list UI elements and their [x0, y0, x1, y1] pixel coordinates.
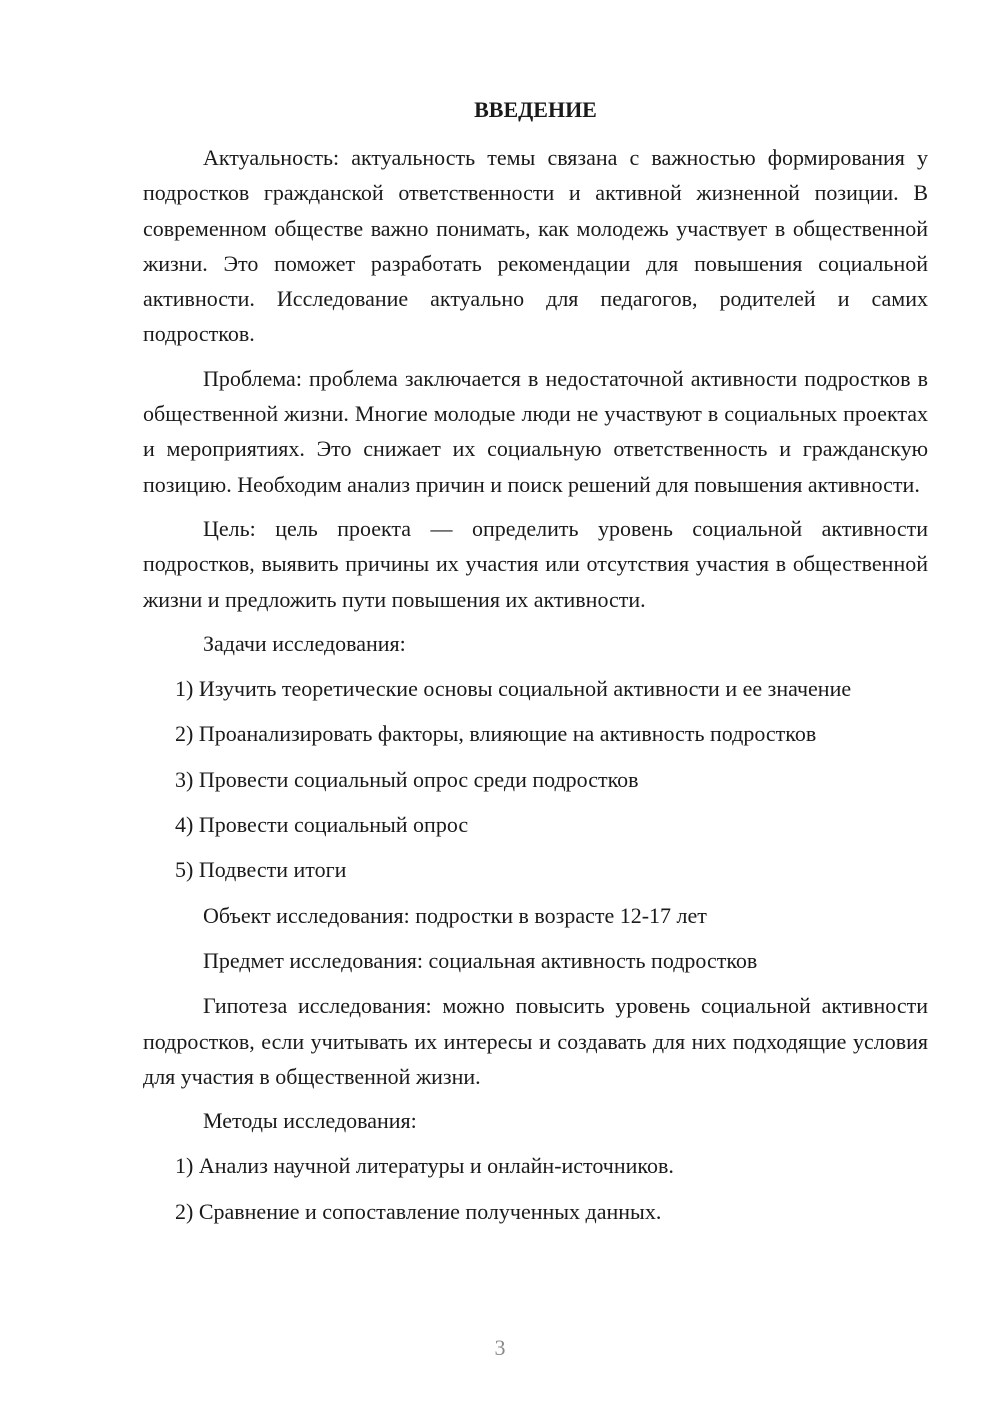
task-item-4: 4) Провести социальный опрос: [175, 812, 469, 838]
section-title: ВВЕДЕНИЕ: [474, 97, 597, 122]
document-page: [143, 92, 928, 1239]
method-item-1: 1) Анализ научной литературы и онлайн-источников.: [175, 1153, 674, 1179]
task-item-2: 2) Проанализировать факторы, влияющие на активность подростков: [175, 721, 817, 747]
problem-paragraph: Проблема: проблема заключается в недостаточной активности подростков в общественной жизни. Многие молодые люди не участвуют в социальных проектах и мероприятиях. Это снижает их социальную ответственность и гражданскую позицию. Необходим анализ причин и поиск решений для повышения активности.: [143, 365, 928, 497]
page-number: 3: [494, 1335, 506, 1360]
task-item-1: 1) Изучить теоретические основы социальной активности и ее значение: [175, 676, 852, 702]
task-item-5: 5) Подвести итоги: [175, 857, 347, 883]
research-object: Объект исследования: подростки в возрасте 12-17 лет: [203, 902, 707, 928]
research-subject: Предмет исследования: социальная активность подростков: [203, 947, 758, 973]
hypothesis-paragraph: Гипотеза исследования: можно повысить уровень социальной активности подростков, если учитывать их интересы и создавать для них подходящие условия для участия в общественной жизни.: [143, 993, 928, 1089]
tasks-heading: Задачи исследования:: [203, 630, 406, 656]
method-item-2: 2) Сравнение и сопоставление полученных данных.: [175, 1198, 662, 1224]
methods-heading: Методы исследования:: [203, 1108, 417, 1134]
relevance-paragraph: Актуальность: актуальность темы связана с важностью формирования у подростков гражданской ответственности и активной жизненной позиции. В современном обществе важно понимать, как молодежь участвует в общественной жизни. Это поможет разработать рекомендации для повышения социальной активности. Исследование актуально для педагогов, родителей и самих подростков.: [143, 145, 928, 347]
goal-paragraph: Цель: цель проекта — определить уровень социальной активности подростков, выявить причины их участия или отсутствия участия в общественной жизни и предложить пути повышения их активности.: [143, 515, 928, 612]
task-item-3: 3) Провести социальный опрос среди подростков: [175, 766, 639, 792]
